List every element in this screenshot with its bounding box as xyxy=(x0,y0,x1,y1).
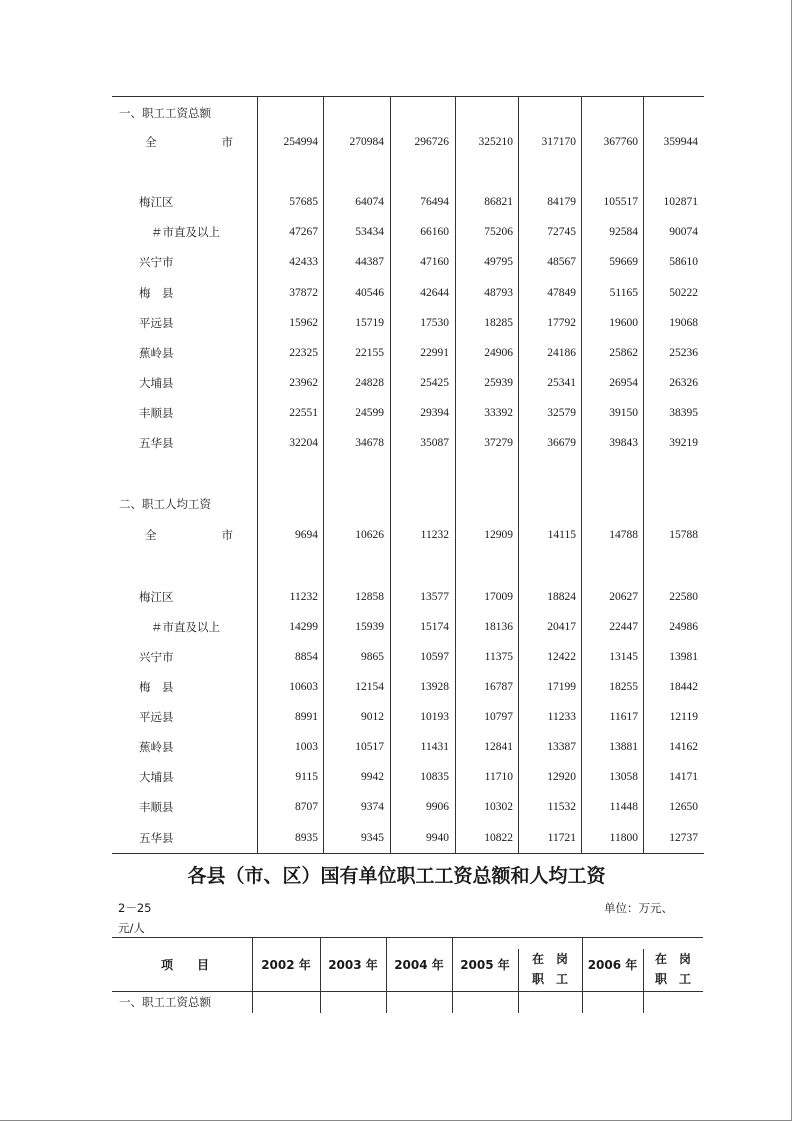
table-cell: 11233 xyxy=(547,711,576,723)
table-cell: 13145 xyxy=(609,651,638,663)
table-cell: 12422 xyxy=(547,651,576,663)
table-cell: 9694 xyxy=(295,529,318,541)
table-cell: 90074 xyxy=(669,226,698,238)
row-label: 大埔县 xyxy=(139,770,174,784)
table-cell: 59669 xyxy=(609,256,638,268)
table-cell: 11721 xyxy=(547,832,576,844)
table-cell: 18136 xyxy=(484,621,513,633)
table-cell: 32579 xyxy=(547,407,576,419)
table-cell: 24186 xyxy=(547,347,576,359)
header-on-duty-bottom: 职 工 xyxy=(531,972,568,986)
row-label: 丰顺县 xyxy=(139,800,174,814)
table-cell: 29394 xyxy=(420,407,449,419)
table-cell: 10193 xyxy=(420,711,449,723)
table-cell: 51165 xyxy=(609,287,638,299)
table-cell: 15962 xyxy=(289,317,318,329)
table-cell: 9865 xyxy=(361,651,384,663)
table-cell: 18442 xyxy=(669,681,698,693)
table-cell: 22155 xyxy=(355,347,384,359)
header-item: 项 目 xyxy=(160,958,209,972)
section-label-total-wages: 一、职工工资总额 xyxy=(119,106,211,120)
header-on-duty-top: 在 岗 xyxy=(531,952,568,966)
table-cell: 15174 xyxy=(420,621,449,633)
table-cell: 25939 xyxy=(484,377,513,389)
table-cell: 39150 xyxy=(609,407,638,419)
table-cell: 254994 xyxy=(283,136,318,148)
table-cell: 13387 xyxy=(547,741,576,753)
table-cell: 1003 xyxy=(295,741,318,753)
table-cell: 10797 xyxy=(484,711,513,723)
table-cell: 10626 xyxy=(355,529,384,541)
table-cell: 66160 xyxy=(420,226,449,238)
row-label: 五华县 xyxy=(139,436,174,450)
table-cell: 11710 xyxy=(484,771,513,783)
table-cell: 11232 xyxy=(420,529,449,541)
table-cell: 9345 xyxy=(361,832,384,844)
table-cell: 9906 xyxy=(426,801,449,813)
table-cell: 50222 xyxy=(669,287,698,299)
table-cell: 20627 xyxy=(609,591,638,603)
table-cell: 17199 xyxy=(547,681,576,693)
table-cell: 13928 xyxy=(420,681,449,693)
table-cell: 37872 xyxy=(289,287,318,299)
table-cell: 11232 xyxy=(289,591,318,603)
table-cell: 48567 xyxy=(547,256,576,268)
table-cell: 17792 xyxy=(547,317,576,329)
table-cell: 11448 xyxy=(609,801,638,813)
table-cell: 12737 xyxy=(669,832,698,844)
table-cell: 8991 xyxy=(295,711,318,723)
table-cell: 12119 xyxy=(669,711,698,723)
table-cell: 42644 xyxy=(420,287,449,299)
table-cell: 64074 xyxy=(355,196,384,208)
table-cell: 72745 xyxy=(547,226,576,238)
table-cell: 12841 xyxy=(484,741,513,753)
table-cell: 75206 xyxy=(484,226,513,238)
table-cell: 14162 xyxy=(669,741,698,753)
table-cell: 22580 xyxy=(669,591,698,603)
table-cell: 12650 xyxy=(669,801,698,813)
table-cell: 9374 xyxy=(361,801,384,813)
table-top-rule xyxy=(112,96,704,97)
row-label: 全 市 xyxy=(145,528,247,542)
row-label: 丰顺县 xyxy=(139,406,174,420)
table-cell: 23962 xyxy=(289,377,318,389)
section-label-average-wage: 二、职工人均工资 xyxy=(119,497,211,511)
table-cell: 26954 xyxy=(609,377,638,389)
header-2003: 2003 年 xyxy=(328,958,378,972)
table-cell: 10517 xyxy=(355,741,384,753)
table-cell: 76494 xyxy=(420,196,449,208)
table-cell: 14299 xyxy=(289,621,318,633)
row-label: ＃市直及以上 xyxy=(151,620,220,634)
table-cell: 42433 xyxy=(289,256,318,268)
header-2005: 2005 年 xyxy=(460,958,510,972)
table-cell: 10835 xyxy=(420,771,449,783)
table-cell: 25862 xyxy=(609,347,638,359)
table-cell: 40546 xyxy=(355,287,384,299)
row-label: 五华县 xyxy=(139,831,174,845)
table-cell: 9115 xyxy=(295,771,318,783)
table-cell: 13881 xyxy=(609,741,638,753)
table-cell: 8935 xyxy=(295,832,318,844)
header-on-duty2-top: 在 岗 xyxy=(654,952,691,966)
table-cell: 367760 xyxy=(603,136,638,148)
table-cell: 325210 xyxy=(478,136,513,148)
table-cell: 15939 xyxy=(355,621,384,633)
table-cell: 24828 xyxy=(355,377,384,389)
col-divider xyxy=(582,937,583,1013)
unit-label-continued: 元/人 xyxy=(118,921,145,935)
table-cell: 22551 xyxy=(289,407,318,419)
table-cell: 24599 xyxy=(355,407,384,419)
row-label: 梅 县 xyxy=(139,286,174,300)
table-cell: 14115 xyxy=(547,529,576,541)
table-cell: 12154 xyxy=(355,681,384,693)
table-cell: 44387 xyxy=(355,256,384,268)
table-cell: 17009 xyxy=(484,591,513,603)
table-cell: 58610 xyxy=(669,256,698,268)
row-label: 梅江区 xyxy=(139,195,174,209)
table-cell: 359944 xyxy=(663,136,698,148)
table-cell: 39219 xyxy=(669,437,698,449)
first-row-label: 一、职工工资总额 xyxy=(119,995,211,1009)
table-cell: 15719 xyxy=(355,317,384,329)
row-label: 蕉岭县 xyxy=(139,346,174,360)
table-cell: 39843 xyxy=(609,437,638,449)
table-cell: 57685 xyxy=(289,196,318,208)
table-cell: 47849 xyxy=(547,287,576,299)
table-cell: 24986 xyxy=(669,621,698,633)
table-cell: 9940 xyxy=(426,832,449,844)
table-cell: 12920 xyxy=(547,771,576,783)
header-2004: 2004 年 xyxy=(394,958,444,972)
table-cell: 86821 xyxy=(484,196,513,208)
table-cell: 34678 xyxy=(355,437,384,449)
table-cell: 18824 xyxy=(547,591,576,603)
table-number: 2－25 xyxy=(118,901,152,915)
header-2006: 2006 年 xyxy=(587,958,638,972)
table-cell: 22991 xyxy=(420,347,449,359)
table-cell: 18255 xyxy=(609,681,638,693)
table-cell: 8854 xyxy=(295,651,318,663)
table-bottom-rule xyxy=(112,853,704,854)
table-cell: 25341 xyxy=(547,377,576,389)
table-cell: 14788 xyxy=(609,529,638,541)
table-cell: 12909 xyxy=(484,529,513,541)
table-cell: 12858 xyxy=(355,591,384,603)
table-cell: 25425 xyxy=(420,377,449,389)
table-cell: 10822 xyxy=(484,832,513,844)
table-cell: 19068 xyxy=(669,317,698,329)
table-cell: 317170 xyxy=(541,136,576,148)
col-divider xyxy=(386,937,387,1013)
table-cell: 9012 xyxy=(361,711,384,723)
header-on-duty2-bottom: 职 工 xyxy=(654,972,691,986)
header-bottom-rule xyxy=(112,991,703,992)
table-cell: 16787 xyxy=(484,681,513,693)
page-title: 各县（市、区）国有单位职工工资总额和人均工资 xyxy=(187,865,606,887)
table-cell: 13981 xyxy=(669,651,698,663)
table-cell: 92584 xyxy=(609,226,638,238)
table-cell: 53434 xyxy=(355,226,384,238)
col-divider xyxy=(252,937,253,1013)
table-cell: 47267 xyxy=(289,226,318,238)
header-2002: 2002 年 xyxy=(261,958,311,972)
table-cell: 17530 xyxy=(420,317,449,329)
row-label: 平远县 xyxy=(139,316,174,330)
table-cell: 32204 xyxy=(289,437,318,449)
table-cell: 33392 xyxy=(484,407,513,419)
table-cell: 10603 xyxy=(289,681,318,693)
table-cell: 26326 xyxy=(669,377,698,389)
table-cell: 18285 xyxy=(484,317,513,329)
table-cell: 25236 xyxy=(669,347,698,359)
table-cell: 14171 xyxy=(669,771,698,783)
table-cell: 22447 xyxy=(609,621,638,633)
col-divider xyxy=(320,937,321,1013)
table-cell: 8707 xyxy=(295,801,318,813)
table-cell: 19600 xyxy=(609,317,638,329)
table-cell: 47160 xyxy=(420,256,449,268)
table-cell: 11800 xyxy=(609,832,638,844)
table-cell: 22325 xyxy=(289,347,318,359)
unit-label: 单位：万元、 xyxy=(604,901,673,915)
row-label: 兴宁市 xyxy=(139,255,174,269)
table-cell: 13058 xyxy=(609,771,638,783)
table-cell: 84179 xyxy=(547,196,576,208)
row-label: 大埔县 xyxy=(139,376,174,390)
table-cell: 13577 xyxy=(420,591,449,603)
table-cell: 20417 xyxy=(547,621,576,633)
table-cell: 24906 xyxy=(484,347,513,359)
table-cell: 48793 xyxy=(484,287,513,299)
table-cell: 49795 xyxy=(484,256,513,268)
table-cell: 102871 xyxy=(663,196,698,208)
table-cell: 270984 xyxy=(349,136,384,148)
row-label: ＃市直及以上 xyxy=(151,225,220,239)
table-cell: 11431 xyxy=(420,741,449,753)
table-cell: 38395 xyxy=(669,407,698,419)
row-label: 全 市 xyxy=(145,135,247,149)
row-label: 蕉岭县 xyxy=(139,740,174,754)
row-label: 梅江区 xyxy=(139,590,174,604)
row-label: 平远县 xyxy=(139,710,174,724)
table-cell: 296726 xyxy=(414,136,449,148)
table-cell: 11532 xyxy=(547,801,576,813)
table-cell: 11375 xyxy=(484,651,513,663)
table-cell: 15788 xyxy=(669,529,698,541)
table-cell: 37279 xyxy=(484,437,513,449)
row-label: 梅 县 xyxy=(139,680,174,694)
header-top-rule xyxy=(112,937,703,938)
table-cell: 105517 xyxy=(603,196,638,208)
table-cell: 11617 xyxy=(609,711,638,723)
table-cell: 10302 xyxy=(484,801,513,813)
table-cell: 36679 xyxy=(547,437,576,449)
table-cell: 35087 xyxy=(420,437,449,449)
table-cell: 9942 xyxy=(361,771,384,783)
table-cell: 10597 xyxy=(420,651,449,663)
row-label: 兴宁市 xyxy=(139,650,174,664)
col-divider xyxy=(452,937,453,1013)
